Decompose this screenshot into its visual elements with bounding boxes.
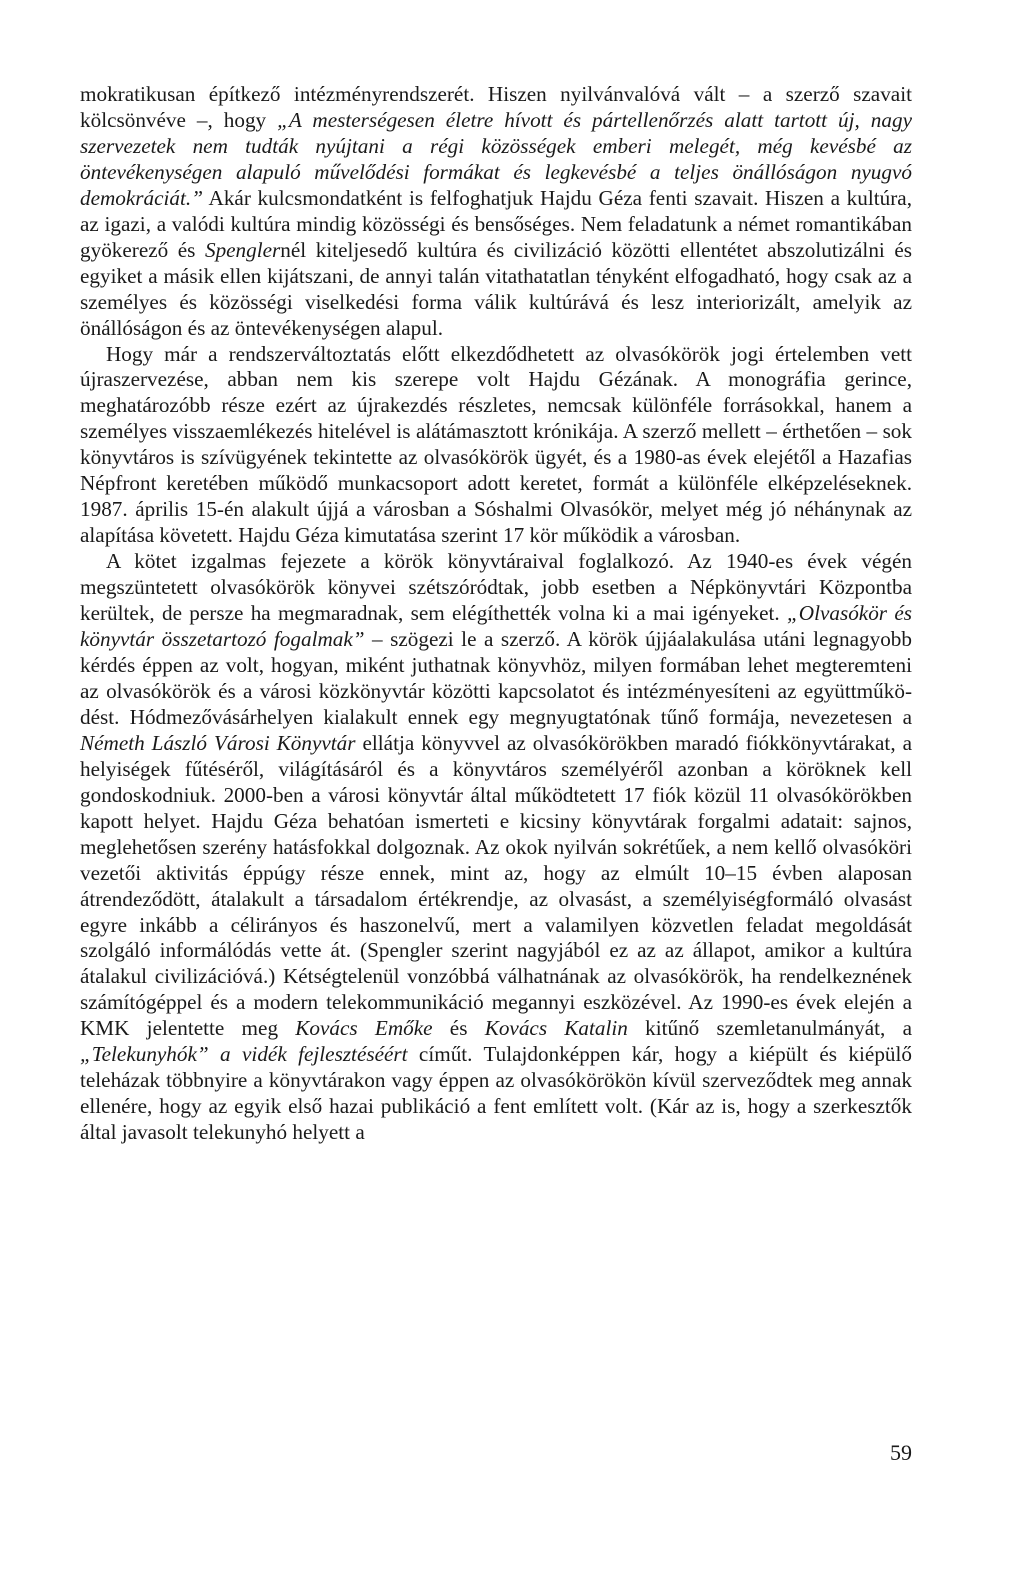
italic-text: Spengler	[204, 237, 281, 262]
page-number: 59	[890, 1440, 912, 1465]
paragraph-3	[80, 549, 912, 1146]
text-run: A kötet izgalmas fejezete a körök könyvtáraival foglalkozó. Az 1940-es évek végén megszüntetett olvasókörök könyvei szétszóródtak, jobb esetben a Népkönyvtári Központba kerültek, de persze ha megmaradnak, sem elégíthették volna ki a mai igényeket.	[80, 549, 912, 626]
italic-text: „A mesterségesen életre hívott és pártellenőrzés alatt tartott új, nagy szervezetek nem tudták nyújtani a régi közösségek emberi melegét, még kevésbé az öntevékenységen alapuló művelődési formákat és legkevésbé a teljes önállóságon nyugvó demokráciát.”	[80, 107, 912, 210]
paragraph-1	[80, 82, 912, 342]
text-run: és	[432, 1016, 485, 1041]
text-run: nél kiteljesedő kultúra és civilizáció közötti ellentétet abszolutizálni és egyiket a másik ellen kijátszani, de annyi talán vitathatatlan tényként elfogadható, hogy csak az a személyes és közösségi viselkedési forma válik kultúrává és lesz interiorizált, amelyik az önállóságon és az öntevékenységen alapul.	[80, 237, 912, 340]
text-run: kitűnő szemletanulmányát, a	[627, 1016, 912, 1041]
text-run: ellátja könyvvel az olvasókörökben maradó fiókkönyvtárakat, a helyiségek fűtéséről, világításáról és a könyvtáros személyéről azonban a köröknek kell gondoskodniuk. 2000-ben a városi könyvtár által működtetett 17 fiók közül 11 olvasókörökben kapott helyet. Hajdu Géza behatóan ismerteti e kicsiny könyvtárak forgalmi adatait: sajnos, meglehetősen szerény hatásfokkal dolgoznak. Az okok nyilván sokrétűek, a nem kellő olvasóköri vezetői aktivitás éppúgy része ennek, mint az, hogy az elmúlt 10–15 évben alaposan átrendeződött, átalakult a társadalom értékrendje, az olvasást, a személyiségformáló olvasást egyre inkább a célirányos és haszonelvű, mert a valamilyen közvetlen feladat megoldását szolgáló informálódás vette át. (Spengler szerint nagyjából ez az az állapot, amikor a kultúra átalakul civilizációvá.) Kétségtelenül vonzóbbá válhatnának az olvasókörök, ha rendelkeznének számítógéppel és a modern telekommunikáció megannyi eszközével. Az 1990-es évek elején a KMK jelentette meg	[80, 730, 912, 1041]
italic-text: Németh László Városi Könyvtár	[80, 730, 356, 755]
text-run: Akár kulcsmondatként is felfoghatjuk Hajdu Géza fenti szavait. Hiszen a kultúra, az igazi, a valódi kultúra mindig közösségi és bensőséges. Nem feladatunk a német romantikában gyökerező és	[80, 185, 912, 262]
italic-text: „Olvasókör és könyvtár összetartozó fogalmak”	[80, 601, 912, 652]
italic-text: Kovács Katalin	[484, 1016, 628, 1041]
text-run: – szögezi le a szerző. A körök újjáalakulása utáni legnagyobb kérdés éppen az volt, hogyan, miként juthatnak könyvhöz, milyen formában lehet megteremteni az olvasókörök és a városi közkönyvtár közötti kapcsolatot és intézményesíteni az együttműködést. Hódmezővásárhelyen kialakult ennek egy megnyugtatónak tűnő formája, nevezetesen a	[80, 627, 912, 729]
paragraph-2	[80, 342, 912, 550]
italic-text: Kovács Emőke	[295, 1016, 433, 1041]
text-run: mokratikusan építkező intézményrendszerét. Hiszen nyilvánvalóvá vált – a szerző szavait kölcsönvéve –, hogy	[80, 82, 912, 132]
italic-text: „Telekunyhók” a vidék fejlesztéséért	[80, 1042, 408, 1067]
text-run: Hogy már a rendszerváltoztatás előtt elkezdődhetett az olvasókörök jogi értelemben vett újraszervezése, abban nem kis szerepe volt Hajdu Gézának. A monográfia gerince, meghatározóbb része ezért az újrakezdés részletes, nemcsak különféle forrásokkal, hanem a személyes visszaemlékezés hitelével is alátámasztott krónikája. A szerző mellett – érthetően – sok könyvtáros is szívügyének tekintette az olvasókörök ügyét, és a 1980-as évek elejétől a Hazafias Népfront keretében működő munkacsoport adott keretet, formát a különféle elképzeléseknek. 1987. április 15-én alakult újjá a városban a Sóshalmi Olvasókör, melyet még jó néhánynak az alapítása követett. Hajdu Géza kimutatása szerint 17 kör működik a városban.	[80, 341, 912, 548]
text-run: címűt. Tulajdonképpen kár, hogy a kiépült és kiépülő teleházak többnyire a könyvtárakon vagy éppen az olvasókörökön kívül szerveződtek meg annak ellenére, hogy az egyik első hazai publikáció a fent említett volt. (Kár az is, hogy a szerkesztők által javasolt telekunyhó helyett a	[80, 1042, 912, 1145]
page-body	[80, 82, 912, 1146]
